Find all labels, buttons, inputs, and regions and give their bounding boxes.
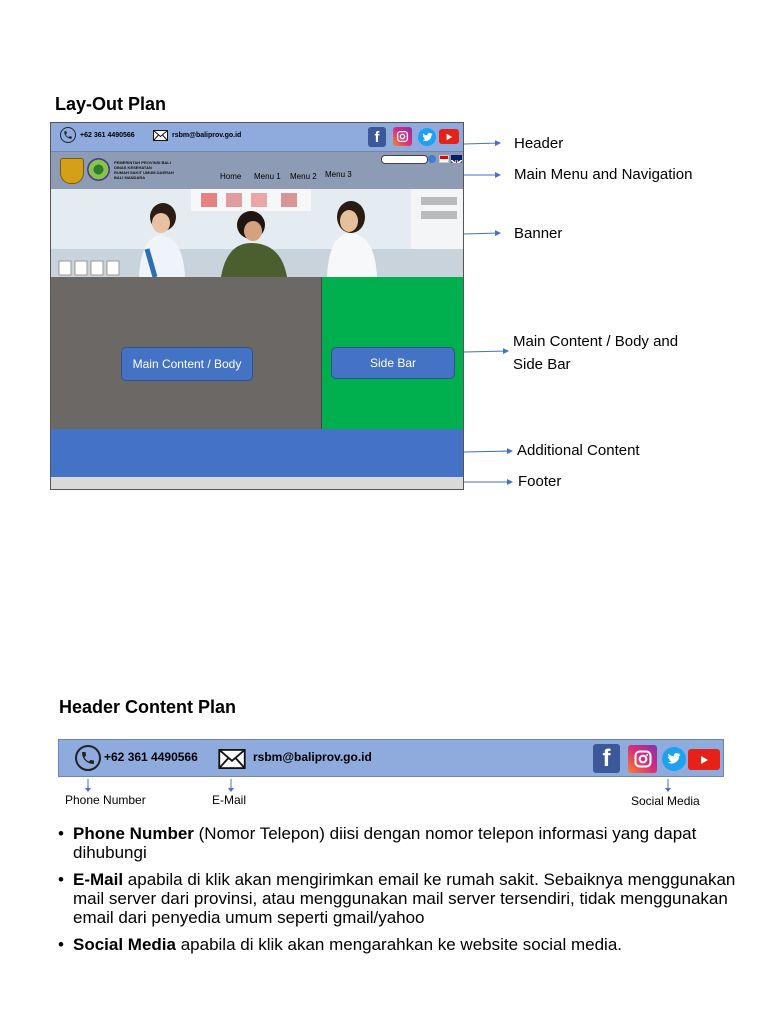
mock-side-bar bbox=[322, 277, 463, 429]
menu-home[interactable]: Home bbox=[220, 172, 242, 181]
annotation-arrows bbox=[460, 130, 520, 490]
phone-icon bbox=[60, 127, 76, 143]
hospital-logo bbox=[87, 158, 110, 181]
main-content-label: Main Content / Body bbox=[121, 347, 253, 381]
strip-phone-text[interactable]: +62 361 4490566 bbox=[104, 750, 198, 764]
instagram-icon[interactable] bbox=[393, 127, 412, 146]
description-list bbox=[58, 824, 748, 962]
facebook-icon[interactable]: f bbox=[368, 127, 386, 147]
side-bar-label: Side Bar bbox=[331, 347, 455, 379]
mock-banner bbox=[51, 189, 463, 277]
menu-2[interactable]: Menu 2 bbox=[290, 172, 317, 181]
province-logo bbox=[60, 158, 84, 184]
caption-email: E-Mail bbox=[212, 793, 247, 807]
flag-id-icon[interactable] bbox=[439, 155, 449, 163]
caption-phone: Phone Number bbox=[65, 793, 146, 807]
mock-search-input[interactable] bbox=[381, 155, 428, 164]
mock-phone-text: +62 361 4490566 bbox=[80, 132, 135, 139]
facebook-icon[interactable]: f bbox=[593, 744, 620, 773]
annotation-side-bar: Side Bar bbox=[513, 356, 571, 373]
bullet-social: • Social Media apabila di klik akan mengarahkan ke website social media. bbox=[58, 935, 748, 954]
org-name: PEMERINTAH PROVINSI BALI DINAS KESEHATAN RUMAH SAKIT UMUM DAERAH BALI MANDARA bbox=[114, 160, 174, 180]
mock-footer bbox=[51, 477, 463, 489]
caption-social: Social Media bbox=[631, 794, 700, 808]
twitter-icon[interactable] bbox=[662, 747, 686, 771]
bullet-phone: • Phone Number (Nomor Telepon) diisi dengan nomor telepon informasi yang dapat dihubungi bbox=[58, 824, 748, 862]
header-strip bbox=[58, 739, 724, 777]
mock-header bbox=[51, 123, 463, 152]
mail-icon[interactable] bbox=[217, 749, 247, 769]
annotation-menu-nav: Main Menu and Navigation bbox=[514, 166, 693, 183]
mock-additional-content bbox=[51, 429, 463, 477]
youtube-icon[interactable] bbox=[688, 749, 720, 770]
layout-mockup bbox=[50, 122, 464, 490]
strip-email-text[interactable]: rsbm@baliprov.go.id bbox=[253, 750, 372, 764]
instagram-icon[interactable] bbox=[628, 745, 657, 773]
mail-icon bbox=[153, 130, 168, 141]
phone-icon bbox=[75, 745, 101, 771]
search-icon[interactable] bbox=[428, 155, 436, 163]
caption-arrows bbox=[80, 778, 680, 794]
annotation-footer: Footer bbox=[518, 473, 562, 490]
mock-main-content bbox=[51, 277, 322, 429]
menu-3[interactable]: Menu 3 bbox=[325, 170, 352, 179]
mock-main-menu bbox=[51, 152, 463, 189]
annotation-additional: Additional Content bbox=[517, 442, 640, 459]
menu-1[interactable]: Menu 1 bbox=[254, 172, 281, 181]
youtube-icon[interactable] bbox=[439, 129, 459, 144]
annotation-main-body: Main Content / Body and bbox=[513, 333, 679, 350]
twitter-icon[interactable] bbox=[418, 128, 436, 146]
annotation-banner: Banner bbox=[514, 225, 563, 242]
bullet-email: • E-Mail apabila di klik akan mengirimkan email ke rumah sakit. Sebaiknya menggunakan mail server dari provinsi, atau menggunakan mail server tersendiri, tidak menggunakan email dari penyedia umum seperti gmail/yahoo bbox=[58, 870, 748, 927]
layout-plan-title: Lay-Out Plan bbox=[55, 94, 167, 114]
annotation-header: Header bbox=[514, 135, 564, 152]
mock-email-text: rsbm@baliprov.go.id bbox=[172, 132, 242, 139]
banner-photo bbox=[51, 189, 463, 277]
header-plan-title: Header Content Plan bbox=[59, 697, 237, 717]
